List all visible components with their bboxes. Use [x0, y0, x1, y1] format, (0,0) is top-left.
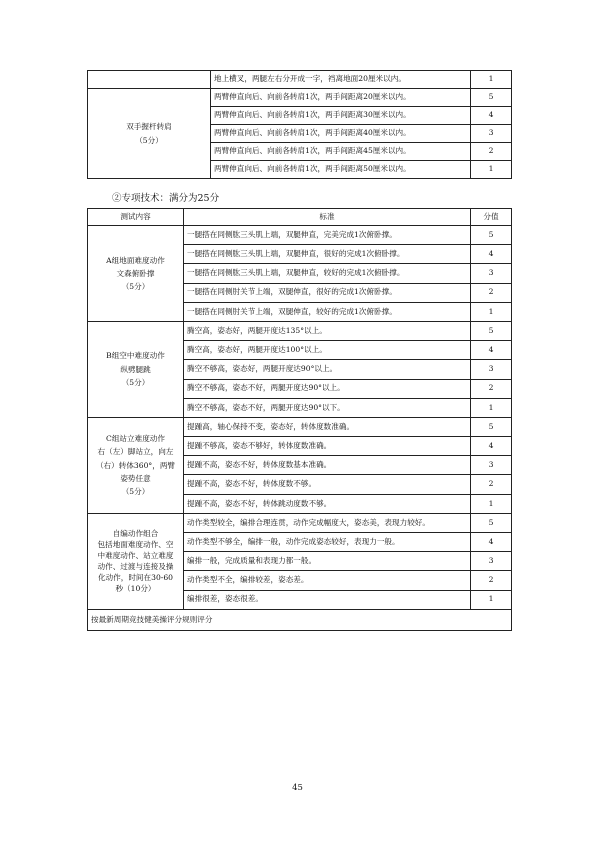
- criterion-cell: 两臂伸直向后、向前各转肩1次，两手间距离45厘米以内。: [211, 143, 471, 161]
- group-line: 秒（10分）: [115, 584, 156, 594]
- page-number: 45: [292, 783, 303, 793]
- criterion-cell: 一腿搭在同侧肱三头肌上端，双腿伸直，很好的完成1次俯卧撑。: [184, 245, 471, 264]
- criterion-cell: 一腿搭在同侧肱三头肌上端，双腿伸直，完美完成1次俯卧撑。: [184, 226, 471, 245]
- criterion-cell: 一腿搭在同侧肘关节上端，双腿伸直，很好的完成1次俯卧撑。: [184, 283, 471, 302]
- group-b-cell: [88, 321, 184, 417]
- score-cell: 4: [471, 533, 512, 552]
- criterion-cell: 提踵不高，姿态不好，转体度数基本准确。: [184, 456, 471, 475]
- flexibility-table: [87, 70, 512, 179]
- section-title: ②专项技术：满分为25分: [112, 193, 220, 204]
- score-cell: 5: [471, 513, 512, 532]
- header-row: [88, 209, 512, 226]
- criterion-cell: 腾空不够高，姿态好，两腿开度达90°以上。: [184, 360, 471, 379]
- criterion-cell: 两臂伸直向后、向前各转肩1次，两手间距离50厘米以内。: [211, 161, 471, 179]
- group-line: （5分）: [121, 378, 150, 388]
- criterion-cell: 动作类型较全，编排合理连贯，动作完成幅度大，姿态美，表现力较好。: [184, 513, 471, 532]
- criterion-cell: 动作类型不够全，编排一般，动作完成姿态较好，表现力一般。: [184, 533, 471, 552]
- score-cell: 4: [471, 245, 512, 264]
- score-cell: 3: [471, 125, 512, 143]
- table-row: [88, 89, 512, 107]
- criterion-cell: 编排一般，完成质量和表现力都一般。: [184, 552, 471, 571]
- criterion-cell: 两臂伸直向后、向前各转肩1次，两手间距离40厘米以内。: [211, 125, 471, 143]
- group-line: （右）转体360°，两臂: [95, 460, 176, 470]
- table-row: [88, 417, 512, 436]
- group-c-cell: [88, 417, 184, 513]
- criterion-cell: 提踵不够高，姿态不够好，转体度数准确。: [184, 437, 471, 456]
- criterion-cell: 一腿搭在同侧肘关节上端，双腿伸直，较好的完成1次俯卧撑。: [184, 302, 471, 321]
- criterion-cell: 编排很差，姿态很差。: [184, 590, 471, 609]
- technique-table: [87, 208, 512, 631]
- footer-note: 按最新周期竞技健美操评分规则评分: [88, 609, 512, 630]
- criterion-cell: 两臂伸直向后、向前各转肩1次，两手间距离30厘米以内。: [211, 107, 471, 125]
- criterion-cell: 两臂伸直向后、向前各转肩1次，两手间距离20厘米以内。: [211, 89, 471, 107]
- criterion-cell: 腾空不够高，姿态不好，两腿开度达90°以下。: [184, 398, 471, 417]
- score-cell: 1: [471, 494, 512, 513]
- header-score: 分值: [471, 209, 512, 226]
- criterion-cell: 腾空高，姿态好，两腿开度达135°以上。: [184, 321, 471, 340]
- score-cell: 4: [471, 341, 512, 360]
- group-line: 自编动作组合: [112, 529, 159, 539]
- score-cell: 2: [471, 283, 512, 302]
- table-row: [88, 226, 512, 245]
- score-cell: 2: [471, 379, 512, 398]
- group-line: （5分）: [121, 487, 150, 497]
- group-line: 化动作，时间在30-60: [97, 573, 174, 583]
- header-content: 测试内容: [88, 209, 184, 226]
- item-cell: [88, 89, 211, 179]
- criterion-cell: 提踵高，轴心保持不变，姿态好，转体度数准确。: [184, 417, 471, 436]
- score-cell: 3: [471, 360, 512, 379]
- group-line: 动作、过渡与连接及操: [97, 562, 174, 572]
- score-cell: 3: [471, 264, 512, 283]
- group-line: 包括地面难度动作、空: [97, 540, 174, 550]
- score-cell: 5: [471, 417, 512, 436]
- footer-row: [88, 609, 512, 630]
- criterion-cell: 地上横叉，两腿左右分开成一字，裆离地面20厘米以内。: [211, 71, 471, 89]
- score-cell: 5: [471, 321, 512, 340]
- score-cell: 4: [471, 437, 512, 456]
- score-cell: 1: [471, 590, 512, 609]
- criterion-cell: 腾空不够高，姿态不好，两腿开度达90°以上。: [184, 379, 471, 398]
- score-cell: 5: [471, 226, 512, 245]
- score-cell: 1: [471, 161, 512, 179]
- group-d-cell: [88, 513, 184, 609]
- score-cell: 2: [471, 143, 512, 161]
- item-name: 双手握杆转肩: [126, 122, 172, 132]
- group-line: 姿势任意: [120, 473, 151, 483]
- group-line: B组空中难度动作: [106, 351, 165, 361]
- score-cell: 5: [471, 89, 512, 107]
- criterion-cell: 一腿搭在同侧肱三头肌上端，双腿伸直，较好的完成1次俯卧撑。: [184, 264, 471, 283]
- header-standard: 标准: [184, 209, 471, 226]
- score-cell: 1: [471, 398, 512, 417]
- group-line: 右（左）脚站立，向左: [97, 447, 174, 457]
- score-cell: 2: [471, 571, 512, 590]
- score-cell: 3: [471, 552, 512, 571]
- group-line: A组地面难度动作: [106, 255, 165, 265]
- criterion-cell: 动作类型不全，编排较差，姿态差。: [184, 571, 471, 590]
- score-cell: 1: [471, 71, 512, 89]
- score-cell: 3: [471, 456, 512, 475]
- group-line: （5分）: [121, 282, 150, 292]
- criterion-cell: 腾空高，姿态好，两腿开度达100°以上。: [184, 341, 471, 360]
- group-line: 中难度动作、站立难度: [97, 551, 174, 561]
- group-a-cell: [88, 226, 184, 322]
- score-cell: 2: [471, 475, 512, 494]
- table-row: [88, 321, 512, 340]
- score-cell: 4: [471, 107, 512, 125]
- criterion-cell: 提踵不高，姿态不好，转体度数不够。: [184, 475, 471, 494]
- table-row: [88, 513, 512, 532]
- group-line: 纵劈腿跳: [120, 364, 151, 374]
- score-cell: 1: [471, 302, 512, 321]
- group-line: 文森俯卧撑: [116, 268, 155, 278]
- group-line: C组站立难度动作: [106, 434, 165, 444]
- item-score: （5分）: [135, 135, 163, 145]
- criterion-cell: 提踵不高，姿态不好，转体跳动度数不够。: [184, 494, 471, 513]
- table-row: [88, 71, 512, 89]
